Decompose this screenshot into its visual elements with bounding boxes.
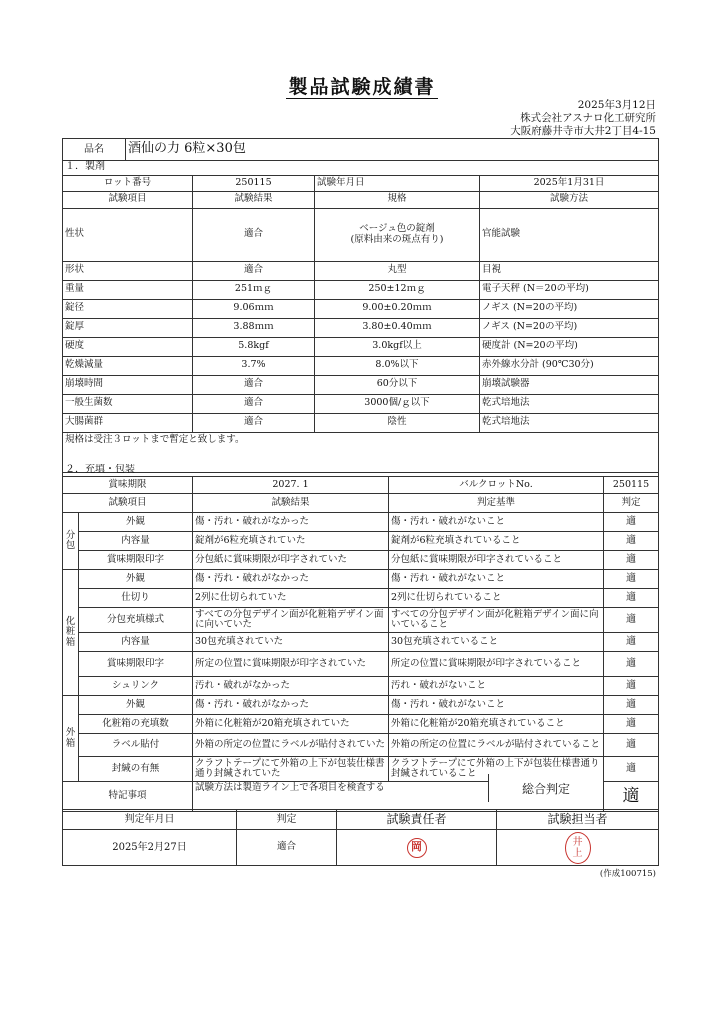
row-method: 硬度計 (N=20の平均) — [480, 337, 659, 356]
row-result: 適合 — [193, 208, 315, 261]
bulk-lot-label: バルクロットNo. — [389, 477, 604, 494]
row-item: 錠径 — [63, 299, 193, 318]
s2-header-criteria: 判定基準 — [389, 494, 604, 513]
group-label: 外 箱 — [63, 696, 79, 782]
row-criteria: 分包紙に賞味期限が印字されていること — [389, 551, 604, 570]
table-row — [63, 589, 659, 608]
row-result: 傷・汚れ・破れがなかった — [193, 570, 389, 589]
row-method: 乾式培地法 — [480, 413, 659, 432]
row-result: 適合 — [193, 394, 315, 413]
form-number: (作成100715) — [599, 869, 656, 879]
section1-title: １．製剤 — [63, 160, 659, 175]
table-row — [63, 677, 659, 696]
group-label: 化 粧 箱 — [63, 570, 79, 696]
row-spec: 60分以下 — [315, 375, 480, 394]
row-judge: 適 — [604, 715, 659, 734]
row-criteria: 2列に仕切られていること — [389, 589, 604, 608]
table-row — [63, 394, 659, 413]
row-result: 外箱の所定の位置にラベルが貼付されていた — [193, 734, 389, 757]
row-judge: 適 — [604, 696, 659, 715]
row-spec: 3.0kgf以上 — [315, 337, 480, 356]
row-result: 30包充填されていた — [193, 633, 389, 652]
table-row — [63, 532, 659, 551]
footer-table — [62, 809, 659, 866]
row-spec-line1: ベージュ色の錠剤 — [359, 223, 435, 234]
row-item: 外観 — [79, 570, 193, 589]
table-row — [63, 608, 659, 633]
row-result: すべての分包デザイン面が化粧箱デザイン面に向いていた — [193, 608, 389, 633]
s2-header-judge: 判定 — [604, 494, 659, 513]
row-spec — [315, 208, 480, 261]
row-criteria: 外箱の所定の位置にラベルが貼付されていること — [389, 734, 604, 757]
row-item: 内容量 — [79, 532, 193, 551]
table-row — [63, 715, 659, 734]
judgement-value: 適合 — [237, 830, 337, 866]
row-spec: 250±12ｍｇ — [315, 280, 480, 299]
table-row — [63, 299, 659, 318]
table-row — [63, 208, 659, 261]
row-judge: 適 — [604, 608, 659, 633]
row-criteria: 30包充填されていること — [389, 633, 604, 652]
row-judge: 適 — [604, 589, 659, 608]
s1-header-result: 試験結果 — [193, 191, 315, 208]
section2-title: ２．充填・包装 — [63, 464, 659, 477]
section1-table — [62, 160, 659, 473]
product-table — [62, 138, 659, 161]
staff-seal-bottom: 上 — [572, 847, 583, 859]
row-criteria: 外箱に化粧箱が20箱充填されていること — [389, 715, 604, 734]
row-result: 錠剤が6粒充填されていた — [193, 532, 389, 551]
row-result: クラフトテープにて外箱の上下が包装仕様書通り封緘されていた — [193, 757, 389, 782]
table-row — [63, 570, 659, 589]
row-method: 崩壊試験器 — [480, 375, 659, 394]
row-result: 分包紙に賞味期限が印字されていた — [193, 551, 389, 570]
overall-judge-label: 総合判定 — [488, 774, 603, 802]
row-result: 251ｍｇ — [193, 280, 315, 299]
lot-value: 250115 — [193, 175, 315, 191]
row-item: 分包充填様式 — [79, 608, 193, 633]
row-criteria: 傷・汚れ・破れがないこと — [389, 696, 604, 715]
row-judge: 適 — [604, 652, 659, 677]
group-label: 分 包 — [63, 513, 79, 570]
table-row — [63, 337, 659, 356]
section2-table — [62, 464, 659, 812]
row-criteria: 傷・汚れ・破れがないこと — [389, 570, 604, 589]
row-result: 5.8kgf — [193, 337, 315, 356]
s1-header-item: 試験項目 — [63, 191, 193, 208]
row-item: シュリンク — [79, 677, 193, 696]
bulk-lot-value: 250115 — [604, 477, 659, 494]
row-judge: 適 — [604, 677, 659, 696]
row-method: 乾式培地法 — [480, 394, 659, 413]
row-result: 適合 — [193, 413, 315, 432]
overall-judge-value: 適 — [604, 782, 659, 812]
s2-header-item: 試験項目 — [63, 494, 193, 513]
row-item: 賞味期限印字 — [79, 652, 193, 677]
row-item: 重量 — [63, 280, 193, 299]
footer-header-judge: 判定 — [237, 810, 337, 830]
row-item: 仕切り — [79, 589, 193, 608]
table-row — [63, 356, 659, 375]
row-item: 封緘の有無 — [79, 757, 193, 782]
row-result: 汚れ・破れがなかった — [193, 677, 389, 696]
product-label: 品名 — [63, 139, 126, 161]
row-item: 錠厚 — [63, 318, 193, 337]
header-block — [510, 99, 656, 138]
row-spec: 9.00±0.20ｍｍ — [315, 299, 480, 318]
row-result: 所定の位置に賞味期限が印字されていた — [193, 652, 389, 677]
row-item: 外観 — [79, 696, 193, 715]
document-title — [0, 72, 724, 99]
row-result: 傷・汚れ・破れがなかった — [193, 696, 389, 715]
row-method: ノギス (N=20の平均) — [480, 299, 659, 318]
row-criteria: 錠剤が6粒充填されていること — [389, 532, 604, 551]
row-item: 乾燥減量 — [63, 356, 193, 375]
row-judge: 適 — [604, 757, 659, 782]
row-method: 電子天秤 (N＝20の平均) — [480, 280, 659, 299]
row-method: 官能試験 — [480, 208, 659, 261]
product-name: 酒仙の力 6粒×30包 — [126, 139, 659, 161]
test-date-label: 試験年月日 — [315, 175, 480, 191]
footer-header-manager: 試験責任者 — [337, 810, 497, 830]
row-result: 適合 — [193, 375, 315, 394]
row-result: 2列に仕切られていた — [193, 589, 389, 608]
remarks-value: 試験方法は製造ライン上で各項目を検査する — [193, 782, 604, 812]
row-judge: 適 — [604, 513, 659, 532]
table-row — [63, 280, 659, 299]
row-item: 外観 — [79, 513, 193, 532]
row-method: 目視 — [480, 261, 659, 280]
footer-header-staff: 試験担当者 — [497, 810, 659, 830]
table-row — [63, 734, 659, 757]
expiry-label: 賞味期限 — [63, 477, 193, 494]
row-result: 傷・汚れ・破れがなかった — [193, 513, 389, 532]
s1-header-method: 試験方法 — [480, 191, 659, 208]
row-item: 化粧箱の充填数 — [79, 715, 193, 734]
row-item: 形状 — [63, 261, 193, 280]
row-item: 硬度 — [63, 337, 193, 356]
table-row — [63, 413, 659, 432]
row-criteria: すべての分包デザイン面が化粧箱デザイン面に向いていること — [389, 608, 604, 633]
s1-header-spec: 規格 — [315, 191, 480, 208]
company-name: 株式会社アスナロ化工研究所 — [520, 112, 656, 124]
test-date-value: 2025年1月31日 — [480, 175, 659, 191]
row-spec: 陰性 — [315, 413, 480, 432]
row-item: ラベル貼付 — [79, 734, 193, 757]
table-row — [63, 513, 659, 532]
row-spec-line2: (原料由来の斑点有り) — [350, 233, 444, 245]
manager-seal: 岡 — [407, 838, 427, 858]
row-judge: 適 — [604, 570, 659, 589]
row-result: 9.06ｍｍ — [193, 299, 315, 318]
row-spec: 丸型 — [315, 261, 480, 280]
row-item: 性状 — [63, 208, 193, 261]
row-judge: 適 — [604, 532, 659, 551]
footer-header-date: 判定年月日 — [63, 810, 237, 830]
row-spec: 3.80±0.40ｍｍ — [315, 318, 480, 337]
row-item: 内容量 — [79, 633, 193, 652]
table-row — [63, 375, 659, 394]
row-result: 適合 — [193, 261, 315, 280]
table-row — [63, 652, 659, 677]
document-title-text: 製品試験成績書 — [288, 76, 436, 98]
issue-date: 2025年3月12日 — [577, 99, 656, 111]
table-row — [63, 261, 659, 280]
table-row — [63, 633, 659, 652]
row-result: 3.88ｍｍ — [193, 318, 315, 337]
row-judge: 適 — [604, 734, 659, 757]
row-method: ノギス (N=20の平均) — [480, 318, 659, 337]
manager-seal-cell — [337, 830, 497, 866]
expiry-value: 2027. 1 — [193, 477, 389, 494]
row-criteria: クラフトテープにて外箱の上下が包装仕様書通り封緘されていること — [389, 757, 604, 782]
row-judge: 適 — [604, 633, 659, 652]
row-spec: 8.0%以下 — [315, 356, 480, 375]
row-method: 赤外線水分計 (90℃30分) — [480, 356, 659, 375]
row-spec: 3000個/ｇ以下 — [315, 394, 480, 413]
row-criteria: 汚れ・破れがないこと — [389, 677, 604, 696]
row-result: 外箱に化粧箱が20箱充填されていた — [193, 715, 389, 734]
table-row — [63, 318, 659, 337]
row-item: 一般生菌数 — [63, 394, 193, 413]
row-result: 3.7% — [193, 356, 315, 375]
row-criteria: 傷・汚れ・破れがないこと — [389, 513, 604, 532]
staff-seal — [565, 832, 591, 864]
company-address: 大阪府藤井寺市大井2丁目4-15 — [510, 125, 656, 137]
row-item: 賞味期限印字 — [79, 551, 193, 570]
table-row — [63, 696, 659, 715]
row-item: 崩壊時間 — [63, 375, 193, 394]
remarks-label: 特記事項 — [63, 782, 193, 812]
section1-note: 規格は受注３ロットまで暫定と致します。 — [63, 432, 659, 472]
lot-label: ロット番号 — [63, 175, 193, 191]
s2-header-result: 試験結果 — [193, 494, 389, 513]
table-row — [63, 551, 659, 570]
judgement-date: 2025年2月27日 — [63, 830, 237, 866]
staff-seal-top: 井 — [572, 836, 583, 848]
staff-seal-cell — [497, 830, 659, 866]
row-judge: 適 — [604, 551, 659, 570]
row-item: 大腸菌群 — [63, 413, 193, 432]
row-criteria: 所定の位置に賞味期限が印字されていること — [389, 652, 604, 677]
